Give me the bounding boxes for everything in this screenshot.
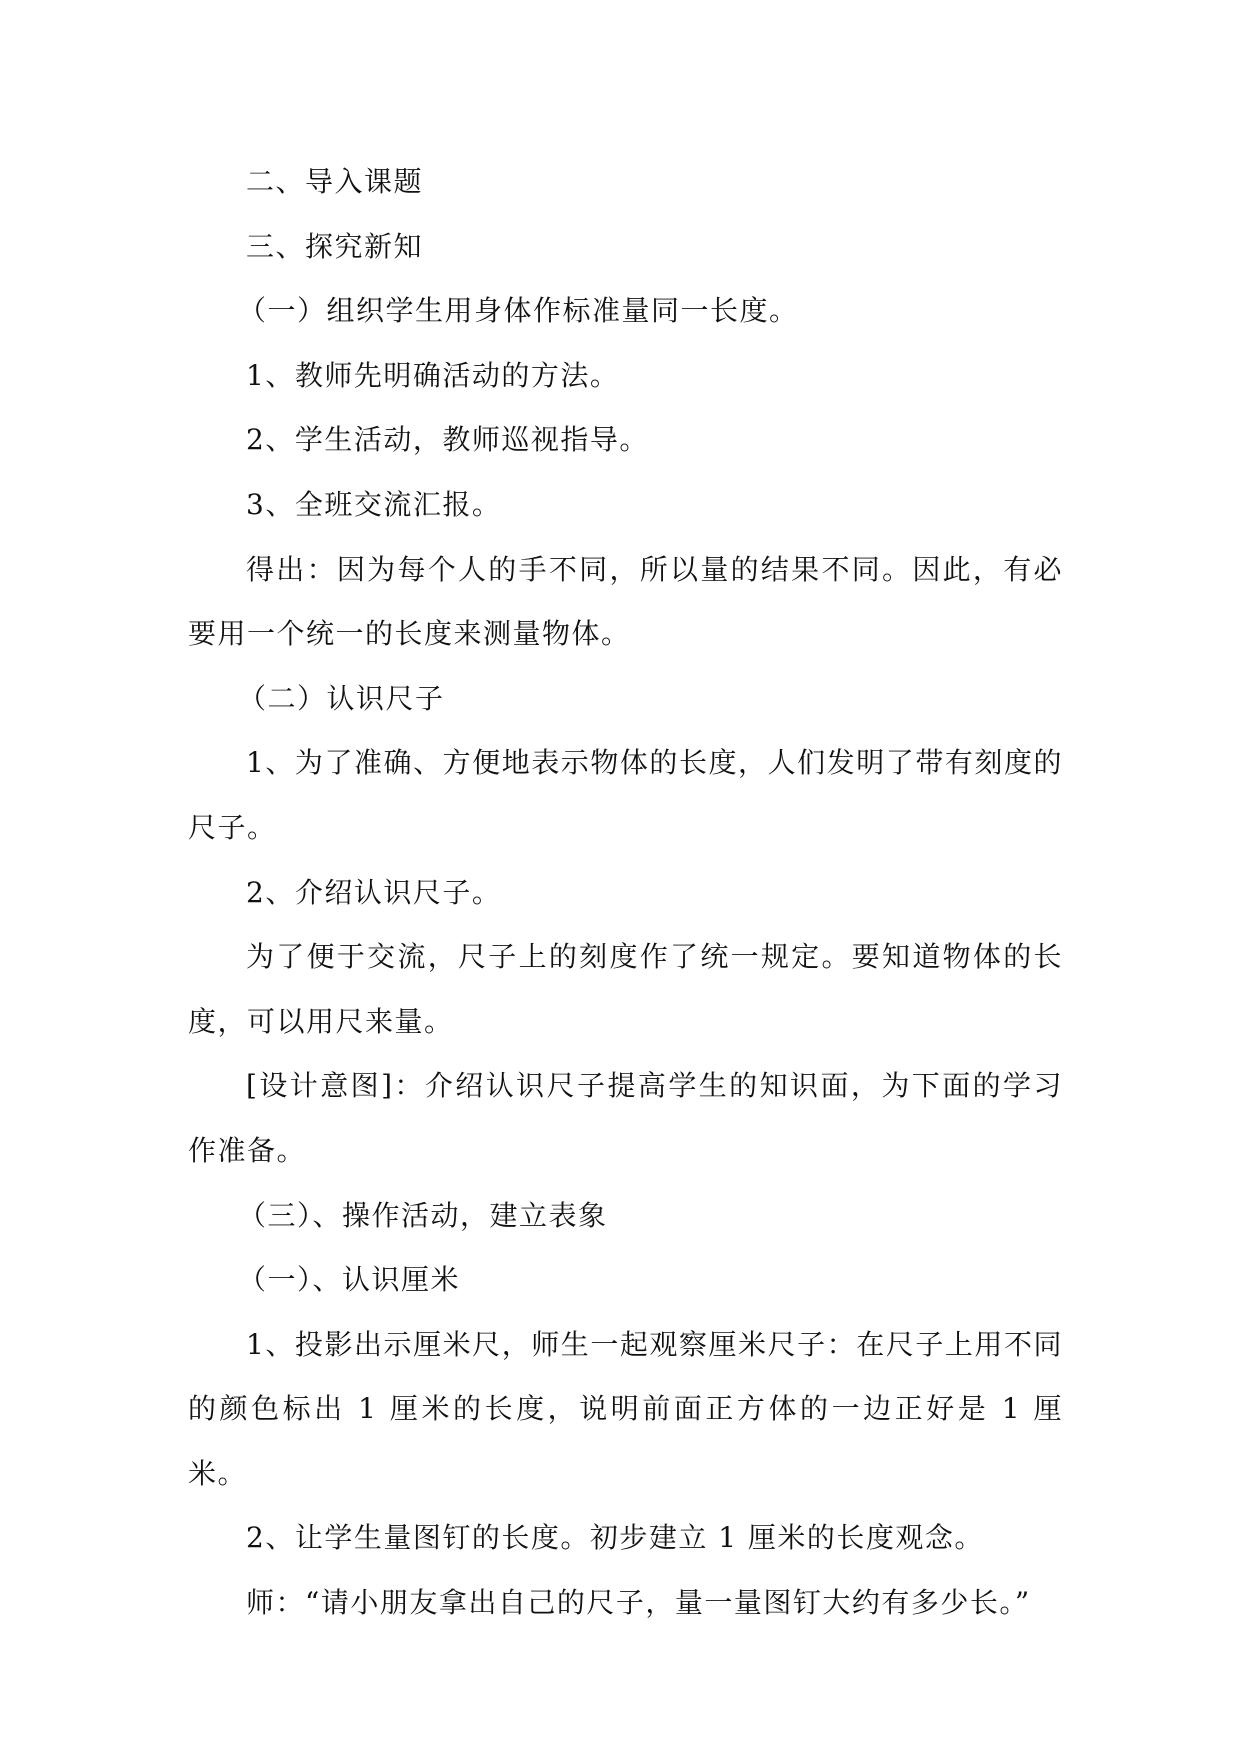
document-body <box>188 150 1063 1636</box>
list-item: 1、为了准确、方便地表示物体的长度，人们发明了带有刻度的尺子。 <box>188 746 1063 844</box>
subsection-heading-3: （三）、操作活动，建立表象 <box>238 1198 608 1232</box>
list-item: 1、教师先明确活动的方法。 <box>246 358 620 392</box>
subsection-heading-centimeter: （一）、认识厘米 <box>238 1263 461 1297</box>
list-item: 2、介绍认识尺子。 <box>246 875 502 909</box>
list-item: 3、全班交流汇报。 <box>246 487 502 521</box>
paragraph-design-intent: [设计意图]：介绍认识尺子提高学生的知识面，为下面的学习作准备。 <box>188 1069 1063 1167</box>
paragraph-conclusion: 得出：因为每个人的手不同，所以量的结果不同。因此，有必要用一个统一的长度来测量物体。 <box>188 552 1063 651</box>
section-heading-intro: 二、导入课题 <box>246 165 424 198</box>
paragraph-body: 为了便于交流，尺子上的刻度作了统一规定。要知道物体的长度，可以用尺来量。 <box>188 940 1063 1038</box>
section-heading-explore: 三、探究新知 <box>246 229 424 263</box>
list-item: 2、学生活动，教师巡视指导。 <box>246 423 649 457</box>
list-item: 2、让学生量图钉的长度。初步建立 1 厘米的长度观念。 <box>246 1521 984 1555</box>
subsection-heading-1: （一）组织学生用身体作标准量同一长度。 <box>238 294 799 328</box>
subsection-heading-2: （二）认识尺子 <box>238 681 445 715</box>
list-item: 1、投影出示厘米尺，师生一起观察厘米尺子：在尺子上用不同的颜色标出 1 厘米的长度，说明前面正方体的一边正好是 1 厘米。 <box>188 1327 1063 1490</box>
paragraph-teacher-quote: 师：“请小朋友拿出自己的尺子，量一量图钉大约有多少长。” <box>246 1586 1031 1620</box>
